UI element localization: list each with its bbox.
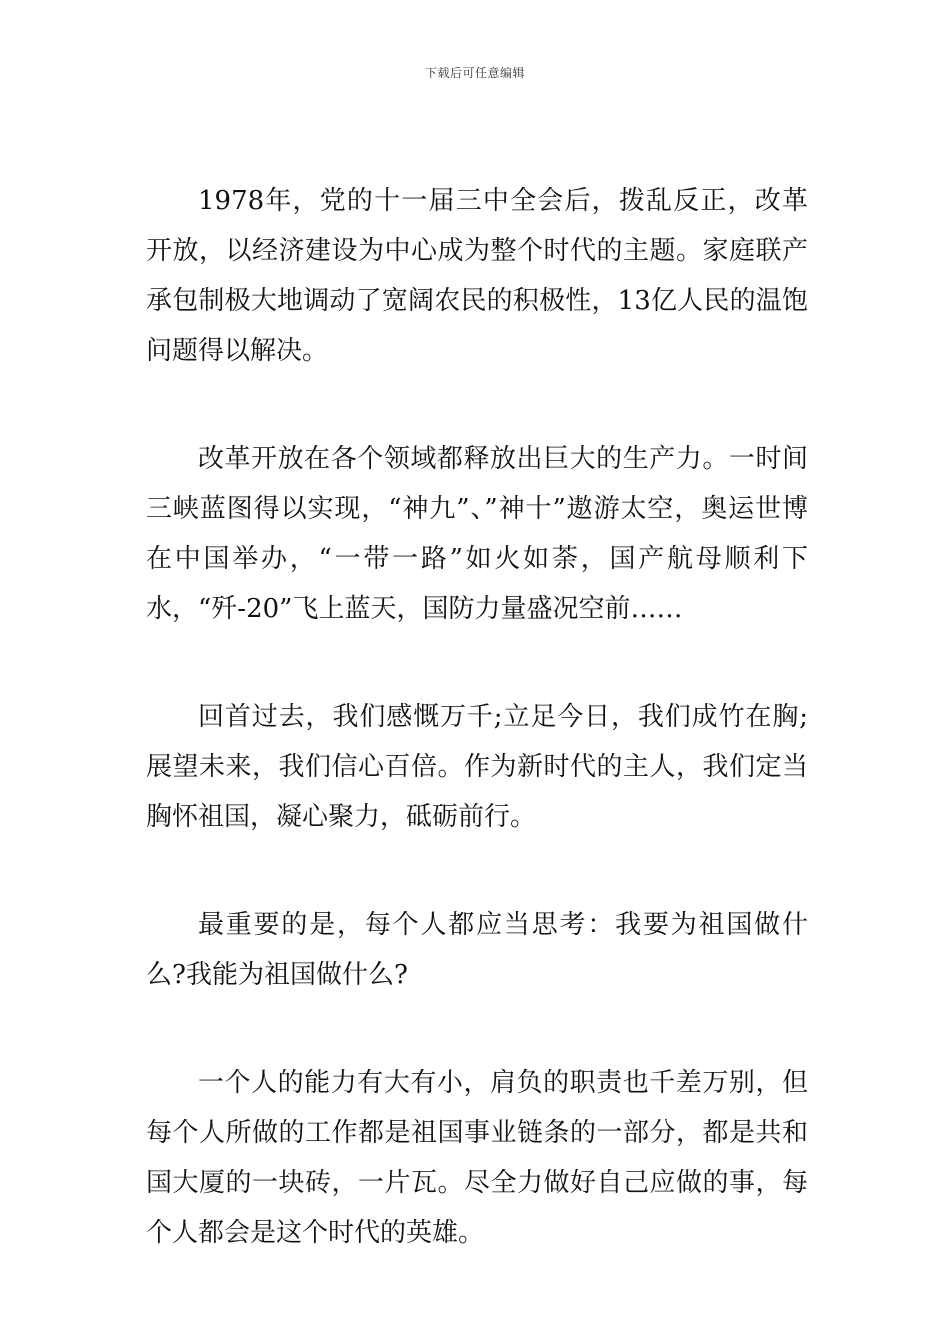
paragraph-question: 最重要的是，每个人都应当思考：我要为祖国做什么?我能为祖国做什么? xyxy=(146,910,808,990)
page-header-note: 下载后可任意编辑 xyxy=(424,66,525,80)
paragraph-looking-back: 回首过去，我们感慨万千;立足今日，我们成竹在胸;展望未来，我们信心百倍。作为新时代的主人，我们定当胸怀祖国，凝心聚力，砥砺前行。 xyxy=(146,702,808,832)
paragraph-productivity: 改革开放在各个领域都释放出巨大的生产力。一时间三峡蓝图得以实现，“神九”、”神十”遨游太空，奥运世博在中国举办，“一带一路”如火如荼，国产航母顺利下水，“歼-20”飞上蓝天，国防力量盛况空前…… xyxy=(146,444,808,624)
document-body xyxy=(146,176,808,1316)
paragraph-reform-opening: 1978年，党的十一届三中全会后，拨乱反正，改革开放，以经济建设为中心成为整个时代的主题。家庭联产承包制极大地调动了宽阔农民的积极性，13亿人民的温饱问题得以解决。 xyxy=(146,186,808,366)
paragraph-every-person: 一个人的能力有大有小，肩负的职责也千差万别，但每个人所做的工作都是祖国事业链条的一部分，都是共和国大厦的一块砖，一片瓦。尽全力做好自己应做的事，每个人都会是这个时代的英雄。 xyxy=(146,1068,808,1248)
